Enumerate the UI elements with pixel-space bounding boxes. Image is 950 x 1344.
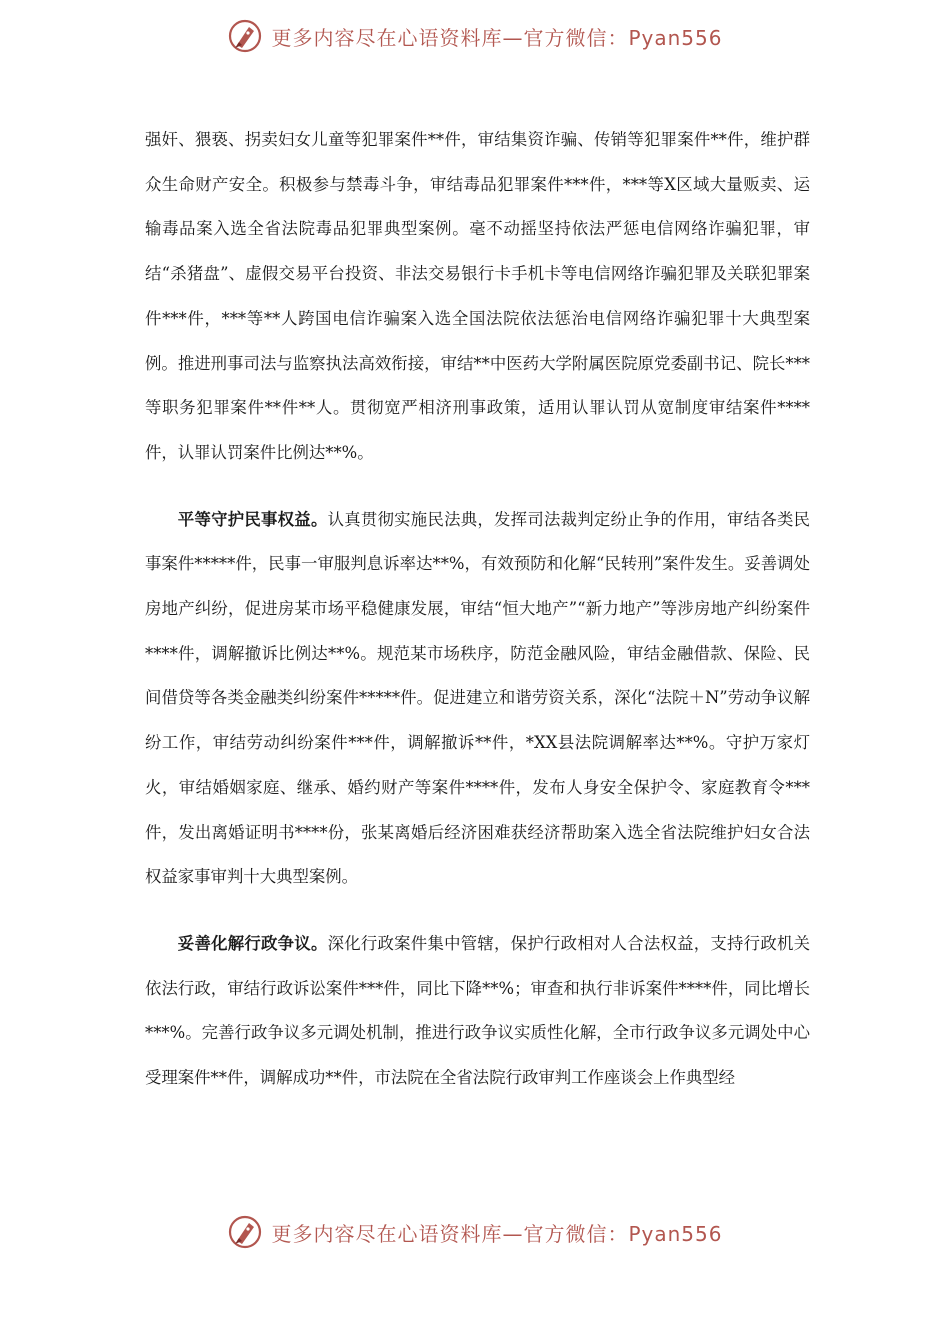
banner-text: 更多内容尽在心语资料库—官方微信：Pyan556 [271, 25, 723, 50]
banner-text: 更多内容尽在心语资料库—官方微信：Pyan556 [271, 1221, 723, 1246]
paragraph-heading: 平等守护民事权益。 [177, 509, 328, 529]
paragraph-body: 深化行政案件集中管辖，保护行政相对人合法权益，支持行政机关依法行政，审结行政诉讼案件***件，同比下降**%；审查和执行非诉案件****件，同比增长***%。完善行政争议多元调处机制，推进行政争议实质性化解，全市行政争议多元调处中心受理案件**件，调解成功**件，市法院在全省法院行政审判工作座谈会上作典型经 [145, 933, 811, 1088]
pen-logo-icon [227, 1214, 263, 1250]
paragraph-criminal [145, 118, 810, 476]
header-banner [0, 14, 950, 58]
document-body [145, 118, 810, 1101]
paragraph-body: 认真贯彻实施民法典，发挥司法裁判定纷止争的作用，审结各类民事案件*****件，民事一审服判息诉率达**%，有效预防和化解“民转刑”案件发生。妥善调处房地产纠纷，促进房某市场平稳健康发展，审结“恒大地产”“新力地产”等涉房地产纠纷案件****件，调解撤诉比例达**%。规范某市场秩序，防范金融风险，审结金融借款、保险、民间借贷等各类金融类纠纷案件*****件。促进建立和谐劳资关系，深化“法院＋N”劳动争议解纷工作，审结劳动纠纷案件***件，调解撤诉**件，*XX县法院调解率达**%。守护万家灯火，审结婚姻家庭、继承、婚约财产等案件****件，发布人身安全保护令、家庭教育令***件，发出离婚证明书****份，张某离婚后经济困难获经济帮助案入选全省法院维护妇女合法权益家事审判十大典型案例。 [145, 509, 811, 887]
paragraph-body: 强奸、猥亵、拐卖妇女儿童等犯罪案件**件，审结集资诈骗、传销等犯罪案件**件，维护群众生命财产安全。积极参与禁毒斗争，审结毒品犯罪案件***件，***等X区域大量贩卖、运输毒品案入选全省法院毒品犯罪典型案例。毫不动摇坚持依法严惩电信网络诈骗犯罪，审结“杀猪盘”、虚假交易平台投资、非法交易银行卡手机卡等电信网络诈骗犯罪及关联犯罪案件***件，***等**人跨国电信诈骗案入选全国法院依法惩治电信网络诈骗犯罪十大典型案例。推进刑事司法与监察执法高效衔接，审结**中医药大学附属医院原党委副书记、院长***等职务犯罪案件**件**人。贯彻宽严相济刑事政策，适用认罪认罚从宽制度审结案件****件，认罪认罚案件比例达**%。 [145, 130, 810, 462]
paragraph-administrative [145, 922, 810, 1101]
footer-banner [0, 1210, 950, 1254]
paragraph-heading: 妥善化解行政争议。 [177, 933, 328, 953]
pen-logo-icon [227, 18, 263, 54]
paragraph-civil [145, 498, 810, 900]
